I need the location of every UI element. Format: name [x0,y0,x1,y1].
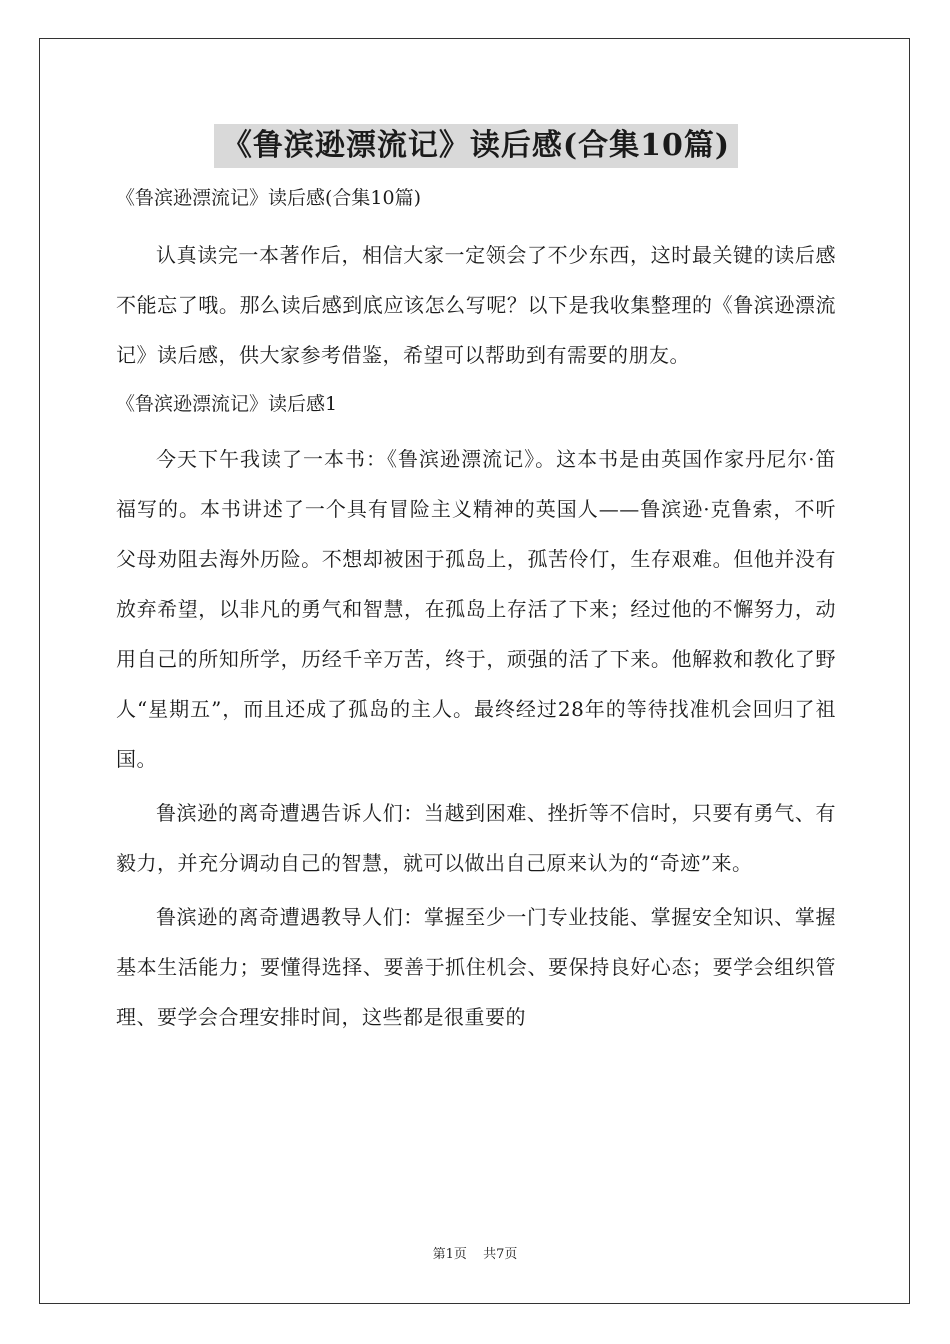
page-number: 第1页 [432,1247,467,1262]
document-subtitle: 《鲁滨逊漂流记》读后感(合集10篇) [116,187,422,209]
title-container [116,124,836,168]
section-heading: 《鲁滨逊漂流记》读后感1 [116,393,338,415]
body-paragraph-3: 鲁滨逊的离奇遭遇教导人们：掌握至少一门专业技能、掌握安全知识、掌握基本生活能力；要懂得选择、要善于抓住机会、要保持良好心态；要学会组织管理、要学会合理安排时间，这些都是很重要的 [116,905,836,1029]
intro-paragraph: 认真读完一本著作后，相信大家一定领会了不少东西，这时最关键的读后感不能忘了哦。那么读后感到底应该怎么写呢？以下是我收集整理的《鲁滨逊漂流记》读后感，供大家参考借鉴，希望可以帮助到有需要的朋友。 [116,243,836,367]
body-paragraph-2: 鲁滨逊的离奇遭遇告诉人们：当越到困难、挫折等不信时，只要有勇气、有毅力，并充分调动自己的智慧，就可以做出自己原来认为的“奇迹”来。 [116,801,836,875]
document-body [116,124,836,1042]
page-total: 共7页 [483,1247,518,1262]
document-title: 《鲁滨逊漂流记》读后感(合集10篇) [214,124,738,168]
page-footer [0,1243,950,1262]
body-paragraph-1: 今天下午我读了一本书：《鲁滨逊漂流记》。这本书是由英国作家丹尼尔·笛福写的。本书讲述了一个具有冒险主义精神的英国人——鲁滨逊·克鲁索，不听父母劝阻去海外历险。不想却被困于孤岛上，孤苦伶仃，生存艰难。但他并没有放弃希望，以非凡的勇气和智慧，在孤岛上存活了下来；经过他的不懈努力，动用自己的所知所学，历经千辛万苦，终于，顽强的活了下来。他解救和教化了野人“星期五”，而且还成了孤岛的主人。最终经过28年的等待找准机会回归了祖国。 [116,447,836,771]
